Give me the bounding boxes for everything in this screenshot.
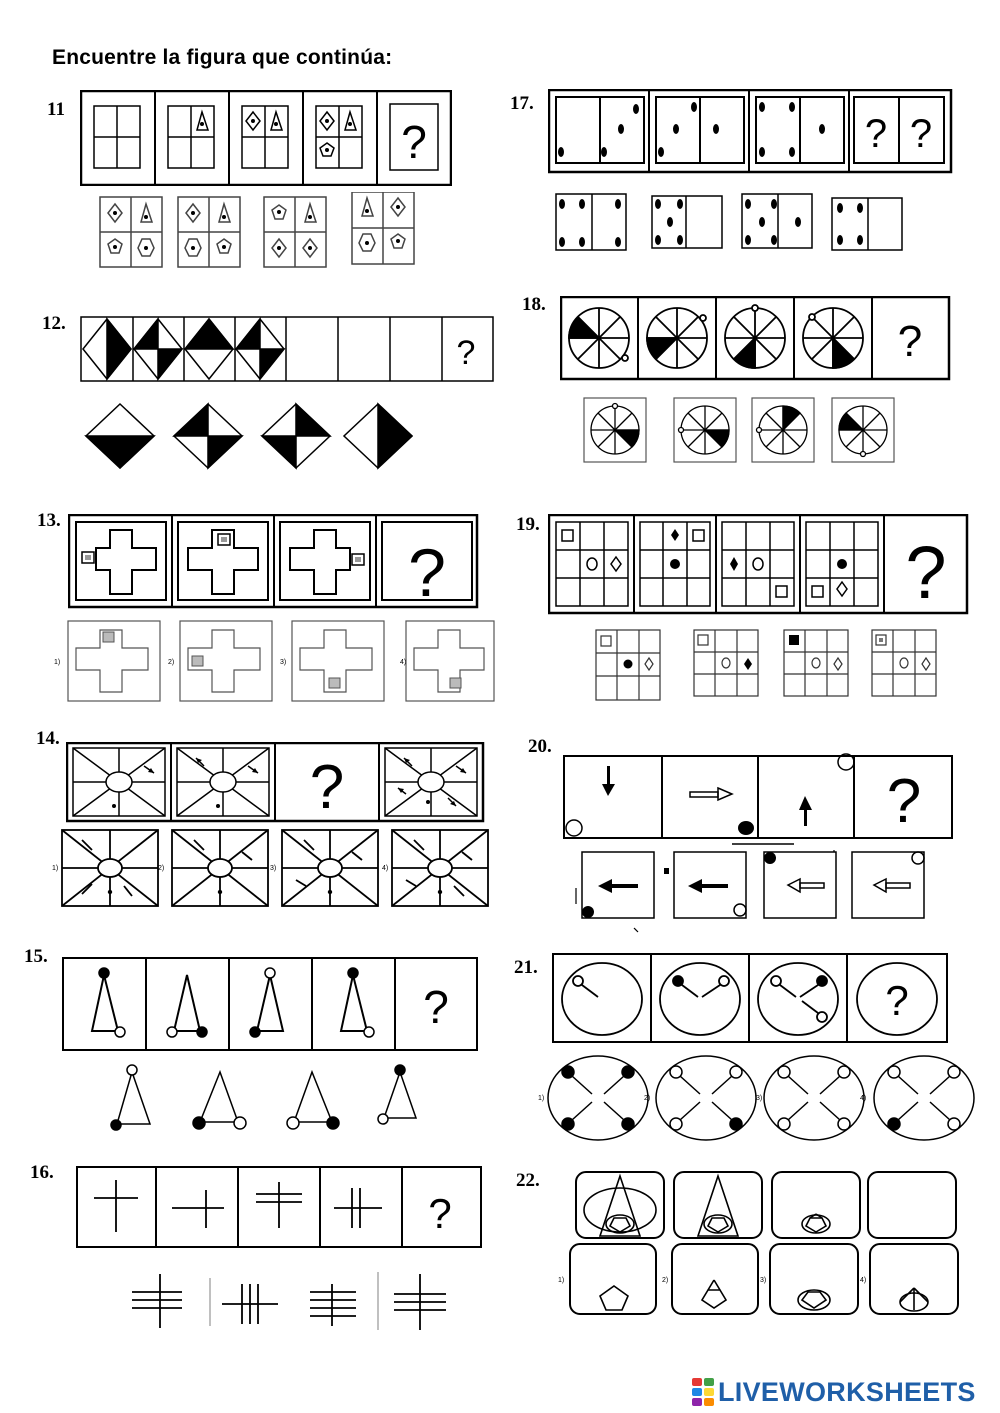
svg-text:?: ? xyxy=(423,981,449,1033)
question-19-sequence xyxy=(548,514,970,616)
question-17-options xyxy=(552,190,912,256)
question-14-sequence xyxy=(66,742,486,824)
question-13-sequence xyxy=(68,514,480,610)
svg-text:?: ? xyxy=(905,531,947,614)
question-20-options xyxy=(568,848,928,934)
question-number-16: 16. xyxy=(30,1162,54,1183)
logo-tile xyxy=(704,1398,714,1406)
svg-text:?: ? xyxy=(886,767,922,836)
svg-text:1): 1) xyxy=(538,1095,545,1102)
svg-text:?: ? xyxy=(909,112,933,156)
logo-tile xyxy=(692,1378,702,1386)
svg-text:3): 3) xyxy=(760,1277,767,1284)
svg-text:4): 4) xyxy=(860,1095,867,1102)
question-18-options xyxy=(582,392,902,466)
question-number-22: 22. xyxy=(516,1170,540,1191)
question-13-options xyxy=(52,618,498,704)
question-12-sequence xyxy=(80,316,496,384)
worksheet-title: Encuentre la figura que continúa: xyxy=(52,46,393,69)
question-21-sequence xyxy=(552,953,950,1045)
svg-text:4): 4) xyxy=(400,659,407,666)
svg-text:4): 4) xyxy=(860,1277,867,1284)
question-22-options xyxy=(556,1242,966,1318)
question-19-options xyxy=(594,626,944,702)
question-22-sequence xyxy=(574,1170,958,1242)
logo-tile xyxy=(704,1378,714,1386)
question-20-sequence xyxy=(562,752,956,848)
question-number-17: 17. xyxy=(510,93,534,114)
svg-text:?: ? xyxy=(408,535,446,610)
question-21-options xyxy=(536,1052,986,1144)
liveworksheets-brand[interactable] xyxy=(692,1374,976,1410)
svg-text:3): 3) xyxy=(756,1095,763,1102)
svg-text:2): 2) xyxy=(158,865,165,872)
question-number-20: 20. xyxy=(528,736,552,757)
option-11-1 xyxy=(100,197,162,267)
svg-text:2): 2) xyxy=(662,1277,669,1284)
svg-text:1): 1) xyxy=(558,1277,565,1284)
question-number-13: 13. xyxy=(37,510,61,531)
svg-text:4): 4) xyxy=(382,865,389,872)
svg-text:3): 3) xyxy=(270,865,277,872)
question-14-options xyxy=(52,826,492,910)
svg-text:3): 3) xyxy=(280,659,287,666)
svg-text:1): 1) xyxy=(52,865,59,872)
question-16-sequence xyxy=(76,1166,484,1250)
svg-text:?: ? xyxy=(309,753,345,822)
svg-text:2): 2) xyxy=(644,1095,651,1102)
logo-tile xyxy=(692,1388,702,1396)
option-11-3 xyxy=(264,197,326,267)
question-11-options xyxy=(96,192,426,274)
question-number-15: 15. xyxy=(24,946,48,967)
svg-text:?: ? xyxy=(885,977,909,1024)
logo-tile xyxy=(704,1388,714,1396)
svg-text:?: ? xyxy=(401,116,427,168)
question-17-sequence xyxy=(548,89,954,175)
question-16-options xyxy=(120,1264,460,1334)
option-11-2 xyxy=(178,197,240,267)
brand-name: LIVEWORKSHEETS xyxy=(718,1376,976,1407)
question-18-sequence xyxy=(560,296,952,382)
question-number-18: 18. xyxy=(522,294,546,315)
option-11-4 xyxy=(352,192,414,264)
svg-text:2): 2) xyxy=(168,659,175,666)
liveworksheets-logo-icon xyxy=(692,1378,714,1406)
question-number-19: 19. xyxy=(516,514,540,535)
svg-text:?: ? xyxy=(428,1190,452,1237)
question-15-options xyxy=(100,1062,430,1134)
question-number-14: 14. xyxy=(36,728,60,749)
logo-tile xyxy=(692,1398,702,1406)
question-11-sequence xyxy=(80,90,452,186)
question-15-sequence xyxy=(62,957,480,1053)
question-number-12: 12. xyxy=(42,313,66,334)
question-number-21: 21. xyxy=(514,957,538,978)
svg-text:?: ? xyxy=(897,317,923,366)
question-12-options xyxy=(84,400,414,470)
question-number-11: 11 xyxy=(47,99,65,120)
svg-text:?: ? xyxy=(456,334,476,372)
svg-text:1): 1) xyxy=(54,659,61,666)
svg-text:?: ? xyxy=(864,112,888,156)
